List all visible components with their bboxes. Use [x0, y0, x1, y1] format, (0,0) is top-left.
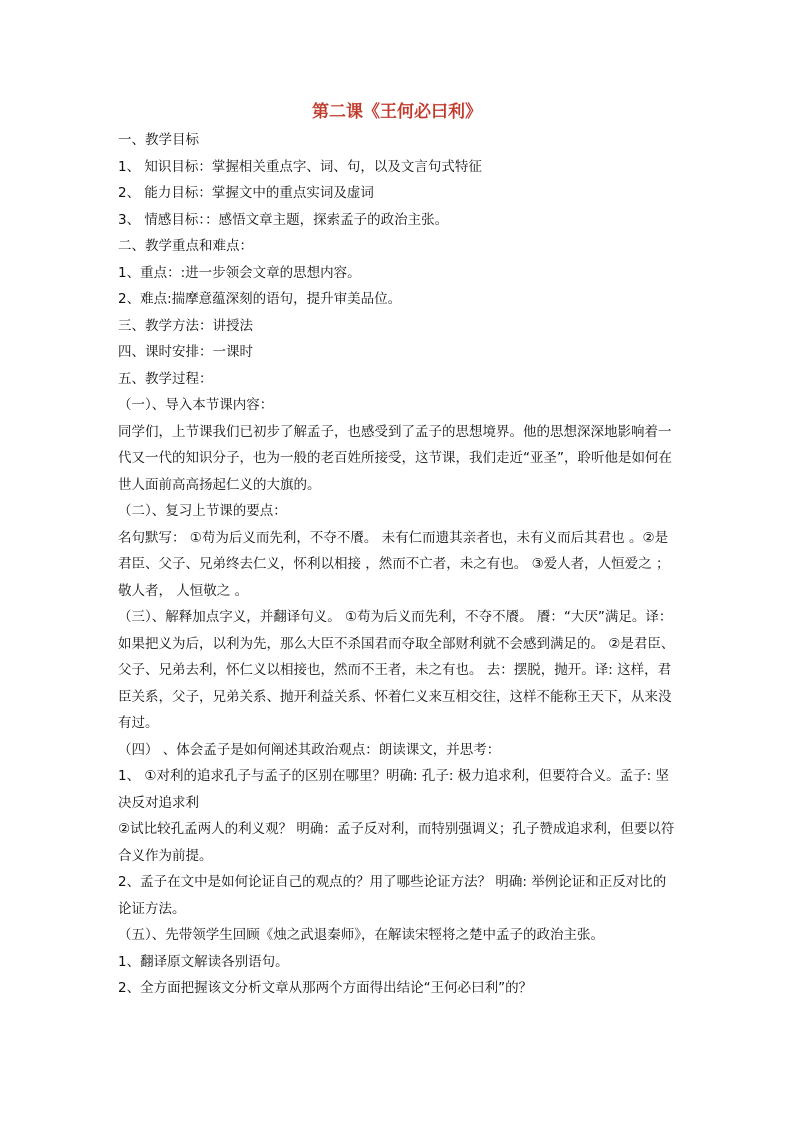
key-point: 1、重点：:进一步领会文章的思想内容。 [118, 264, 361, 281]
section-heading-objectives: 一、教学目标 [118, 132, 199, 148]
objective-ability: 2、 能力目标：掌握文中的重点实词及虚词 [118, 185, 374, 201]
objective-emotion: 3、 情感目标：：感悟文章主题，探索孟子的政治主张。 [118, 211, 449, 228]
step-heading-review: （二）、复习上节课的要点： [118, 503, 287, 519]
section-heading-schedule: 四、课时安排：一课时 [118, 344, 253, 360]
section-heading-key-points: 二、教学重点和难点： [118, 238, 253, 254]
question-1: 1、 ①对利的追求孔子与孟子的区别在哪里？明确: 孔子: 极力追求利，但要符合义。孟子: 坚决反对追求利 [118, 768, 670, 811]
difficult-point: 2、难点:揣摩意蕴深刻的语句，提升审美品位。 [118, 291, 402, 307]
task-2: 2、全方面把握该文分析文章从那两个方面得出结论“王何必曰利”的？ [118, 980, 533, 996]
translation-paragraph: （三）、解释加点字义，并翻译句义。 ①苟为后义而先利，不夺不餍。 餍：“大厌”满足。译：如果把义为后，以利为先，那么大臣不杀国君而夺取全部财利就不会感到满足的。 ②是君臣、父子、兄弟去利，怀仁义以相接也，然而不王者，未之有也。 去：摆脱，抛开。译: 这样，君臣关系，父子，兄弟关系、抛开利益关系、怀着仁义来互相交往，这样不能称王天下，从来没有过。 [118, 609, 675, 731]
intro-paragraph: 同学们，上节课我们已初步了解孟子，也感受到了孟子的思想境界。他的思想深深地影响着一代又一代的知识分子，也为一般的老百姓所接受，这节课，我们走近“亚圣”，聆听他是如何在世人面前高高扬起仁义的大旗的。 [118, 423, 672, 493]
task-1: 1、翻译原文解读各别语句。 [118, 953, 289, 970]
step-heading-analysis: （四） 、体会孟子是如何阐述其政治观点：朗读课文，并思考： [118, 741, 501, 758]
page-title: 第二课《王何必曰利》 [312, 102, 482, 122]
step-heading-review-text: （五）、先带领学生回顾《烛之武退秦师》，在解读宋牼将之楚中孟子的政治主张。 [118, 927, 604, 943]
section-heading-method: 三、教学方法：讲授法 [118, 317, 253, 334]
review-paragraph: 名句默写： ①苟为后义而先利，不夺不餍。 未有仁而遗其亲者也，未有义而后其君也 。②是君臣、父子、兄弟终去仁义，怀利以相接 ，然而不亡者，未之有也。 ③爱人者，人恒爱之 ；敬人者， 人恒敬之 。 [118, 529, 670, 599]
section-heading-process: 五、教学过程： [118, 370, 213, 387]
question-1-part-2: ②试比较孔孟两人的利义观？ 明确：孟子反对利，而特别强调义；孔子赞成追求利，但要以符合义作为前提。 [118, 821, 675, 864]
step-heading-intro: （一）、导入本节课内容： [118, 397, 274, 413]
objective-knowledge: 1、 知识目标：掌握相关重点字、词、句，以及文言句式特征 [118, 158, 482, 175]
question-2: 2、孟子在文中是如何论证自己的观点的？用了哪些论证方法？ 明确: 举例论证和正反对比的论证方法。 [118, 874, 667, 917]
document-body [118, 127, 678, 1002]
